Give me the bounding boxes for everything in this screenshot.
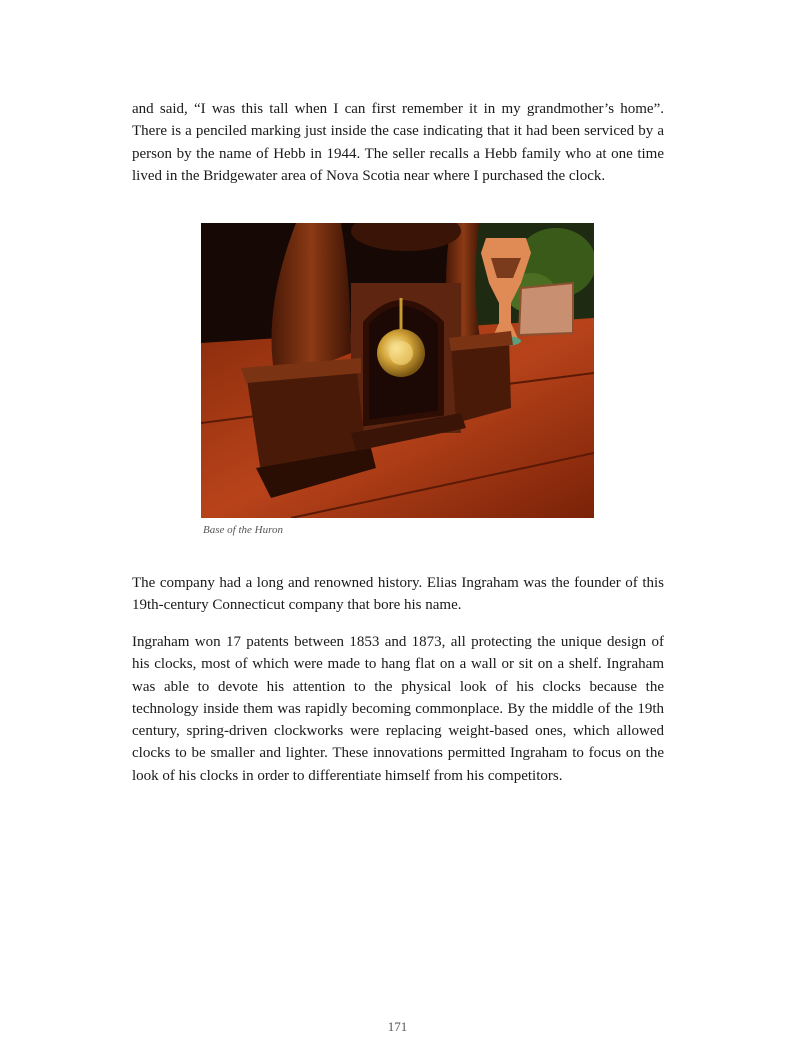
- body-paragraph-2: The company had a long and renowned history. Elias Ingraham was the founder of this 19th-century Connecticut company that bore his name.: [132, 575, 664, 614]
- body-paragraph-3: Ingraham won 17 patents between 1853 and 1873, all protecting the unique design of his clocks, most of which were made to hang flat on a wall or sit on a shelf. Ingraham was able to devote his attention to the physical look of his clocks because the technology inside them was rapidly becoming commonplace. By the middle of the 19th century, spring-driven clockworks were replacing weight-based ones, which allowed clocks to be smaller and lighter. These innovations permitted Ingraham to focus on the look of his clocks in order to differentiate himself from his competitors.: [132, 634, 664, 784]
- page-number: 171: [387, 1019, 408, 1034]
- body-paragraph-1: and said, “I was this tall when I can first remember it in my grandmother’s home”. There is a penciled marking just inside the case indicating that it had been serviced by a person by the name of Hebb in 1944. The seller recalls a Hebb family who at one time lived in the Bridgewater area of Nova Scotia near where I purchased the clock.: [132, 101, 664, 184]
- figure-caption: Base of the Huron: [203, 524, 283, 536]
- clock-base-photo: [201, 223, 594, 518]
